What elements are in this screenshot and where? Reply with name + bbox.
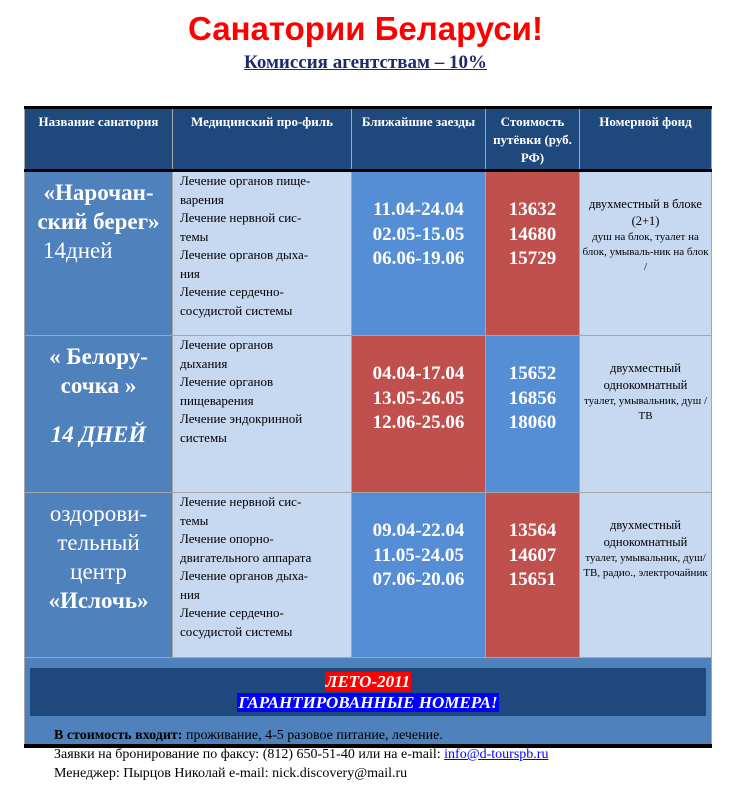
- profile-line: сосудистой системы: [180, 623, 293, 639]
- summer-banner: [30, 668, 706, 716]
- profile-line: пищеварения: [180, 392, 254, 408]
- sanatorium-name-line: тельный: [57, 530, 140, 555]
- date-range: 06.06-19.06: [372, 248, 465, 269]
- profile-line: Лечение нервной сис-: [180, 494, 302, 509]
- sanatorium-name: [25, 336, 173, 493]
- profile-line: Лечение нервной сис-: [180, 210, 302, 225]
- room-amenities: туалет, умывальник, душ /ТВ: [583, 395, 708, 422]
- room-type: двухместный однокомнатный: [603, 361, 688, 392]
- sanatorium-name-line: 14дней: [43, 238, 113, 263]
- price: 16856: [508, 387, 557, 409]
- price: 15651: [508, 569, 557, 590]
- room-fund: [580, 171, 712, 336]
- profile-line: Лечение опорно-: [180, 531, 274, 546]
- sanatorium-name-line: 14 ДНЕЙ: [50, 422, 147, 447]
- room-type: двухместный однокомнатный: [603, 518, 688, 549]
- date-range: 02.05-15.05: [372, 223, 465, 245]
- commission-subtitle: Комиссия агентствам – 10%: [244, 52, 487, 73]
- sanatorium-name-line: ский берег»: [37, 209, 160, 234]
- date-range: 12.06-25.06: [372, 412, 465, 433]
- sanatorium-name-line: « Белору-: [49, 344, 148, 369]
- included-text: проживание, 4-5 разовое питание, лечение.: [182, 728, 443, 743]
- booking-text: Заявки на бронирование по факсу: (812) 650-51-40 или на e-mail:: [54, 747, 445, 762]
- profile-line: Лечение органов: [180, 374, 274, 389]
- price: 15729: [508, 248, 557, 269]
- profile-line: темы: [180, 512, 209, 528]
- room-amenities: душ на блок, туалет на блок, умываль-ник на блок /: [582, 231, 709, 273]
- sanatorium-name-line: оздорови-: [49, 501, 148, 526]
- profile-line: ния: [180, 265, 200, 281]
- prices: [486, 171, 580, 336]
- price: 18060: [508, 412, 557, 433]
- profile-line: Лечение органов дыха-: [180, 247, 309, 262]
- sanatorium-name-line: сочка »: [60, 373, 137, 398]
- date-range: 04.04-17.04: [372, 363, 465, 384]
- sanatorium-table: [24, 106, 712, 748]
- room-fund: [580, 336, 712, 493]
- profile-line: Лечение эндокринной: [180, 411, 303, 426]
- sanatorium-name: [25, 493, 173, 658]
- profile-line: Лечение сердечно-: [180, 605, 284, 620]
- header-price: Стоимость путёвки (руб. РФ): [486, 108, 580, 171]
- table-row: [25, 493, 712, 658]
- profile-line: Лечение органов: [180, 337, 274, 352]
- price: 14680: [508, 223, 557, 245]
- prices: [486, 493, 580, 658]
- footer: [54, 726, 548, 783]
- sanatorium-name-line: «Нарочан-: [43, 180, 154, 205]
- profile-line: темы: [180, 228, 209, 244]
- profile-line: варения: [180, 191, 224, 207]
- table-row: [25, 171, 712, 336]
- included-label: В стоимость входит:: [54, 728, 183, 743]
- banner-line2: ГАРАНТИРОВАННЫЕ НОМЕРА!: [238, 693, 498, 712]
- profile-line: дыхания: [180, 355, 228, 371]
- sanatorium-name-line: «Ислочь»: [48, 588, 149, 613]
- banner-line1: ЛЕТО-2011: [325, 672, 411, 691]
- profile-line: Лечение органов дыха-: [180, 568, 309, 583]
- date-range: 09.04-22.04: [372, 520, 465, 541]
- medical-profile: [173, 493, 352, 658]
- price: 13632: [508, 199, 557, 220]
- header-dates: Ближайшие заезды: [352, 108, 486, 171]
- header-name: Название санатория: [25, 108, 173, 171]
- prices: [486, 336, 580, 493]
- sanatorium-name: [25, 171, 173, 336]
- sanatorium-name-line: центр: [70, 559, 127, 584]
- room-amenities: туалет, умывальник, душ/ ТВ, радио., электрочайник: [583, 552, 708, 579]
- table-row: [25, 336, 712, 493]
- profile-line: сосудистой системы: [180, 302, 293, 318]
- header-profile: Медицинский про-филь: [173, 108, 352, 171]
- profile-line: Лечение сердечно-: [180, 284, 284, 299]
- profile-line: ния: [180, 586, 200, 602]
- price: 14607: [508, 544, 557, 566]
- price: 13564: [508, 520, 557, 541]
- profile-line: системы: [180, 429, 227, 445]
- date-range: 07.06-20.06: [372, 569, 465, 590]
- manager-text: Менеджер: Пырцов Николай e-mail: nick.discovery@mail.ru: [54, 766, 408, 781]
- medical-profile: [173, 171, 352, 336]
- room-type: двухместный в блоке (2+1): [589, 197, 702, 228]
- date-range: 11.04-24.04: [373, 199, 464, 220]
- medical-profile: [173, 336, 352, 493]
- date-range: 13.05-26.05: [372, 387, 465, 409]
- date-range: 11.05-24.05: [373, 544, 464, 566]
- header-rooms: Номерной фонд: [580, 108, 712, 171]
- page-title: Санатории Беларуси!: [188, 10, 543, 47]
- price: 15652: [508, 363, 557, 384]
- booking-email-link[interactable]: info@d-tourspb.ru: [444, 747, 549, 762]
- room-fund: [580, 493, 712, 658]
- profile-line: Лечение органов пище-: [180, 173, 311, 188]
- arrival-dates: [352, 171, 486, 336]
- arrival-dates: [352, 493, 486, 658]
- arrival-dates: [352, 336, 486, 493]
- profile-line: двигательного аппарата: [180, 549, 312, 565]
